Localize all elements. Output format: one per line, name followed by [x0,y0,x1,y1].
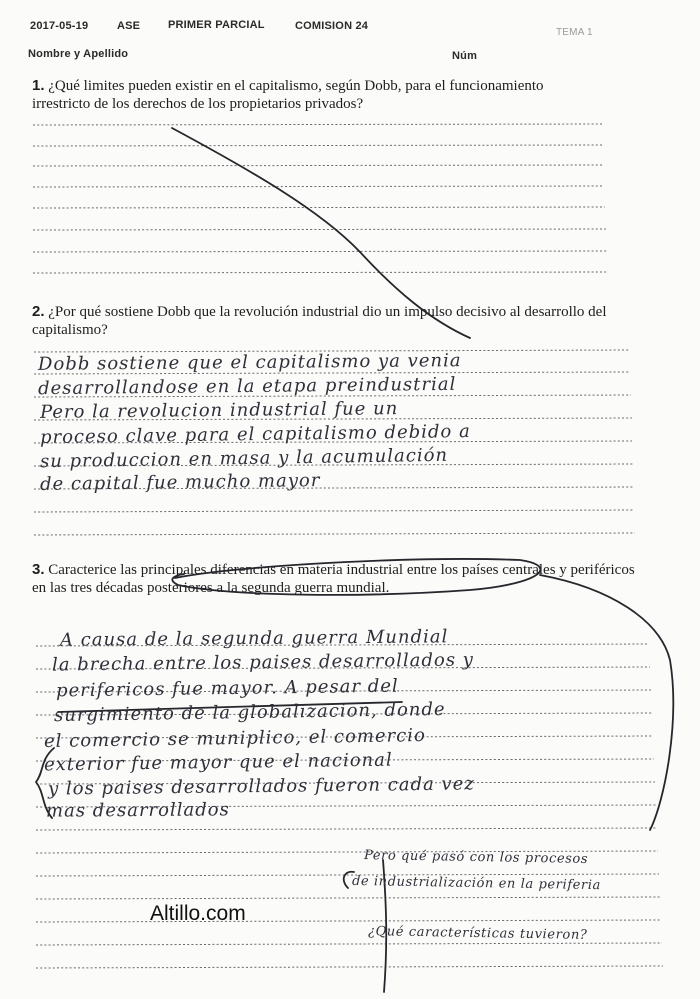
question-number: 1. [32,77,45,94]
teacher-note-line-3: ¿Qué características tuvieron? [367,924,588,943]
teacher-note-line-2: de industrialización en la periferia [351,873,602,894]
exam-title: PRIMER PARCIAL [168,19,265,31]
answer-2-line-1: Dobb sostiene que el capitalismo ya venia [37,350,462,375]
question-3 [32,561,642,597]
commission: COMISION 24 [295,20,369,32]
answer-2-line-5: su produccion en masa y la acumulación [39,444,449,473]
answer-3-line-5: el comercio se muniplico, el comercio [43,725,426,752]
answer-3-line-2: la brecha entre los paises desarrollados y [51,649,475,676]
answer-3-line-6: exterior fue mayor que el nacional [43,749,393,776]
question-number: 2. [32,303,45,320]
question-text: Caracterice las principales diferencias en materia industrial entre los países centrales y periféricos en las tres décadas posteriores a la segunda guerra mundial. [32,562,635,596]
answer-2-line-3: Pero la revolucion industrial fue un [39,398,399,423]
question-2 [32,303,632,339]
name-label: Nombre y Apellido [28,48,129,60]
answer-2-line-6: de capital fue mucho mayor [39,470,321,495]
answer-3-line-8: mas desarrollados [45,799,230,822]
question-text: ¿Por qué sostiene Dobb que la revolución industrial dio un impulso decisivo al desarrollo del capitalismo? [32,304,607,338]
exam-date: 2017-05-19 [30,20,89,32]
answer-3-line-7: y los paises desarrollados fueron cada vez [47,773,475,800]
course-code: ASE [117,20,141,32]
answer-2-line-4: proceso clave para el capitalismo debido a [39,420,471,449]
answer-3-line-4: surgimiento de la globalizacion, donde [53,698,446,727]
exam-variant: TEMA 1 [556,27,593,38]
question-number: 3. [32,561,45,578]
answer-3-line-3: perifericos fue mayor. A pesar del [55,675,399,702]
question-1 [32,77,572,113]
arrow-mark [540,575,673,830]
teacher-note-line-1: Pero qué pasó con los procesos [363,848,589,867]
number-label: Núm [452,50,478,62]
watermark: Altillo.com [150,902,246,925]
answer-3-line-1: A causa de la segunda guerra Mundial [59,626,449,651]
answer-2-line-2: desarrollandose en la etapa preindustrial [37,373,457,400]
question-text: ¿Qué limites pueden existir en el capitalismo, según Dobb, para el funcionamiento irrestricto de los derechos de los propietarios privados? [32,78,544,112]
